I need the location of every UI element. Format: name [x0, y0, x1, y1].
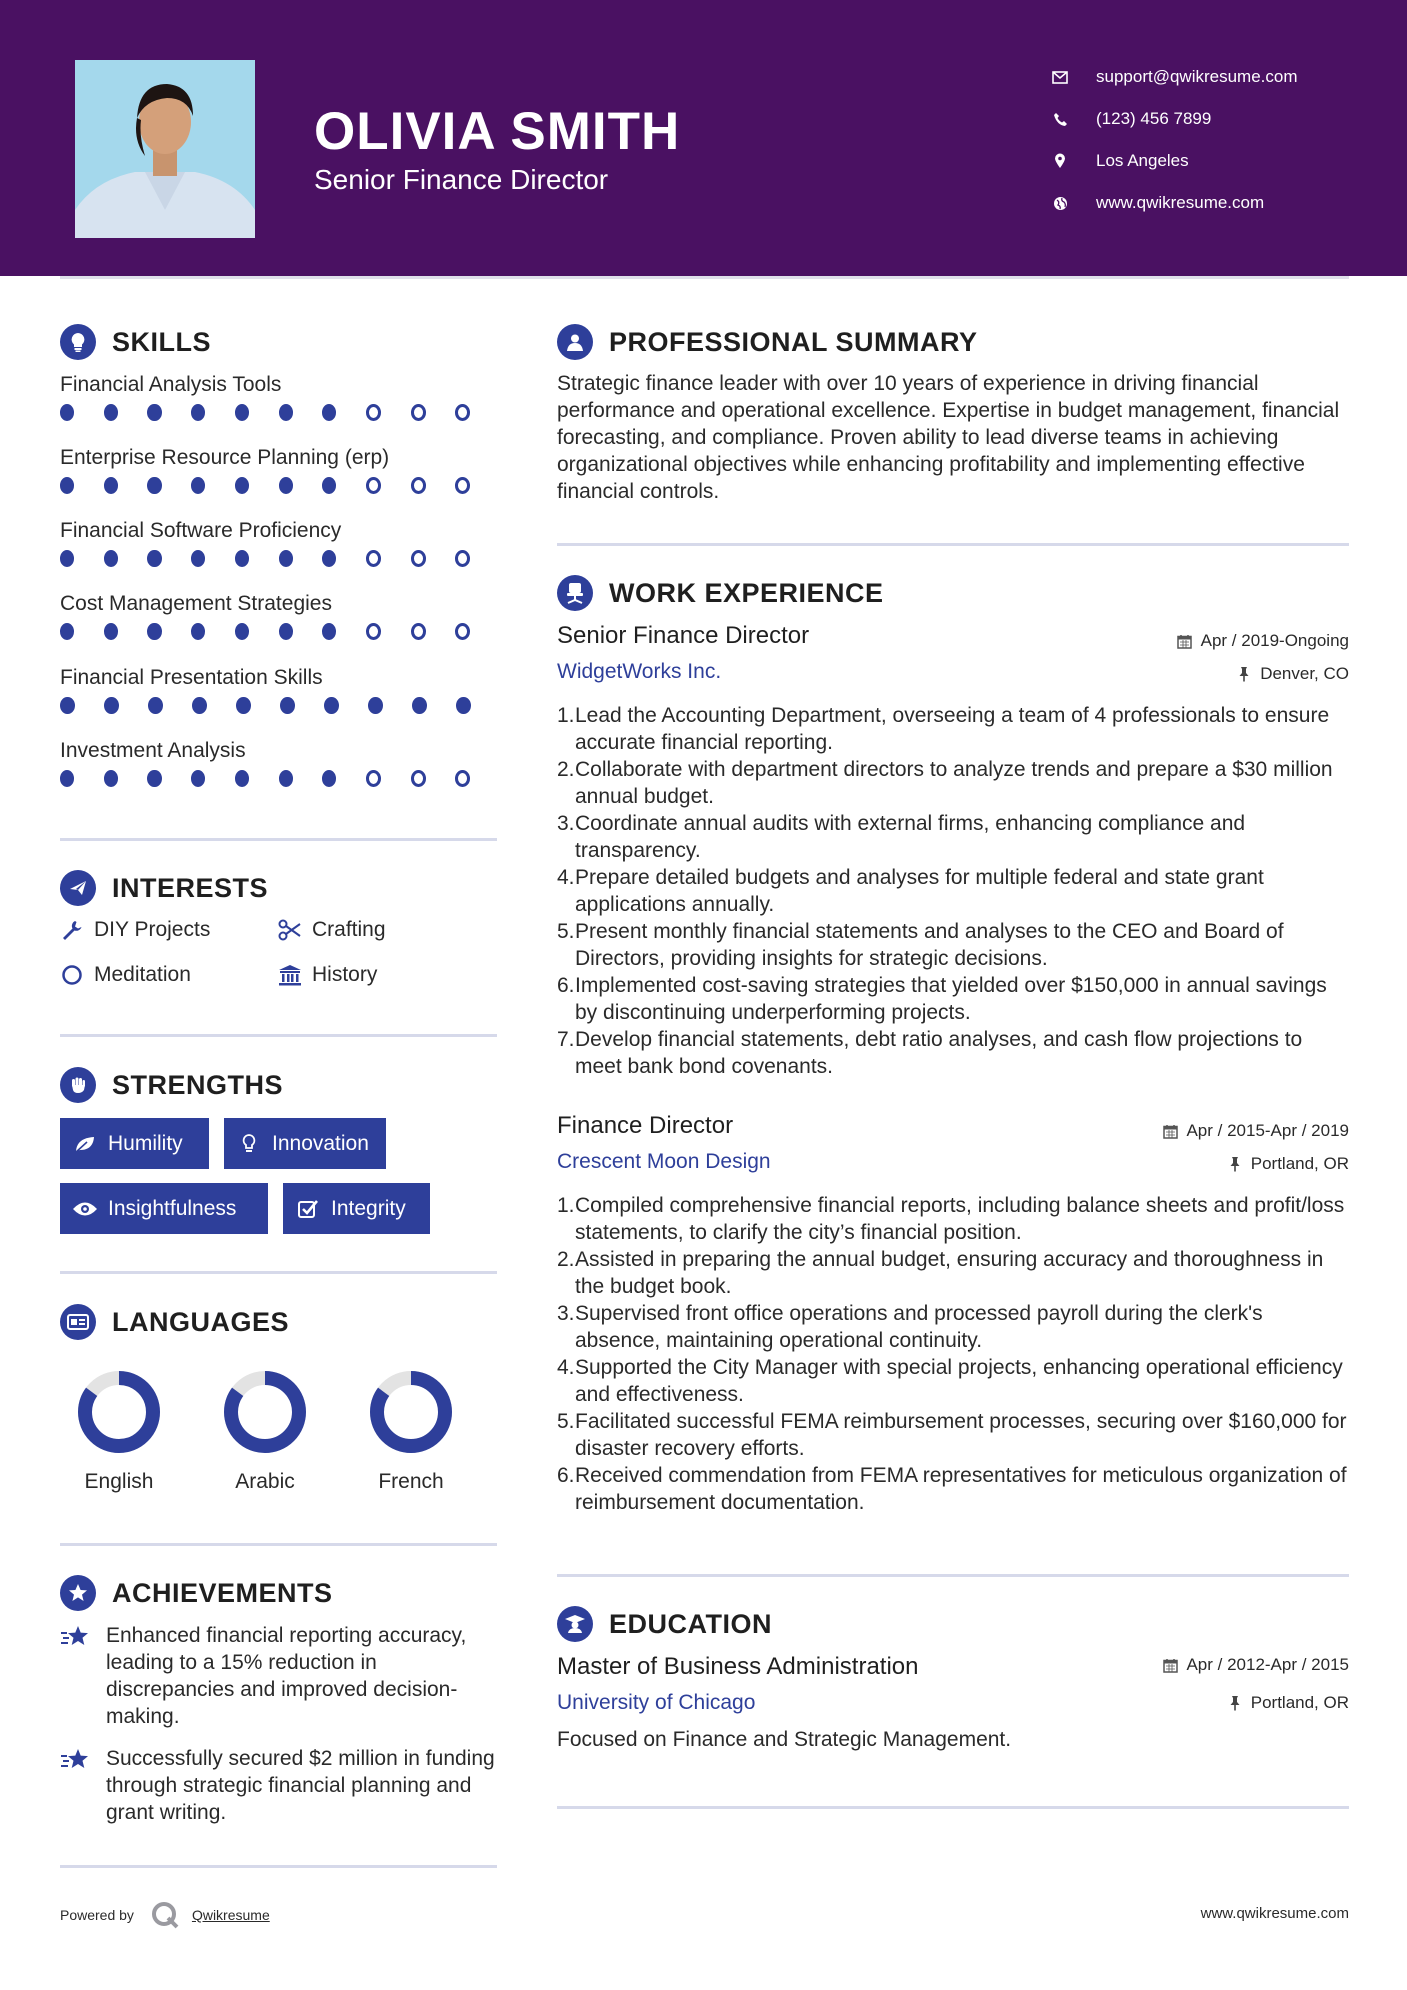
section-divider: [60, 838, 497, 841]
rating-dot-empty: [455, 550, 470, 567]
bullet-text: Received commendation from FEMA representatives for meticulous organization of reimbursement documentation.: [575, 1464, 1347, 1514]
section-divider: [60, 1271, 497, 1274]
achievements-heading: [60, 1575, 333, 1611]
languages-title: LANGUAGES: [112, 1306, 290, 1337]
rating-dot-filled: [191, 477, 205, 494]
rating-dot-empty: [455, 477, 470, 494]
scissors-icon: [278, 918, 302, 942]
bullet-number: 1.: [557, 1194, 575, 1217]
skill-rating: [60, 623, 500, 640]
rating-dot-filled: [279, 550, 293, 567]
job-title: Finance Director: [557, 1112, 734, 1139]
bullet-text: Develop financial statements, debt ratio analyses, and cash flow projections to meet bank bond covenants.: [575, 1028, 1303, 1078]
bullet-text: Prepare detailed budgets and analyses for multiple federal and state grant applications annually.: [575, 866, 1264, 916]
rating-dot-filled: [324, 697, 339, 714]
interest-label: Meditation: [94, 963, 191, 986]
degree-title: Master of Business Administration: [557, 1653, 919, 1680]
contact-phone-text: (123) 456 7899: [1096, 109, 1212, 128]
language-item: [190, 1367, 340, 1494]
rating-dot-empty: [411, 550, 426, 567]
job-bullet: [557, 810, 1347, 864]
calendar-icon: [1177, 633, 1193, 649]
rating-dot-filled: [191, 623, 205, 640]
achievement-item: [60, 1745, 500, 1826]
job-bullet-list: [557, 1192, 1347, 1516]
job-dates-text: Apr / 2015-Apr / 2019: [1186, 1121, 1349, 1140]
job-bullet: [557, 918, 1347, 972]
rating-dot-empty: [455, 623, 470, 640]
interest-label: DIY Projects: [94, 918, 211, 941]
achievement-text: Enhanced financial reporting accuracy, leading to a 15% reduction in discrepancies and improved decision-making.: [106, 1624, 467, 1728]
pushpin-icon: [1236, 666, 1252, 682]
rating-dot-filled: [104, 697, 119, 714]
rating-dot-filled: [322, 477, 336, 494]
bullet-text: Lead the Accounting Department, overseeing a team of 4 professionals to ensure accurate financial reporting.: [575, 704, 1330, 754]
bullet-text: Compiled comprehensive financial reports, including balance sheets and profit/loss statements, to clarify the city’s financial position.: [575, 1194, 1345, 1244]
company-name: Crescent Moon Design: [557, 1150, 771, 1173]
experience-title: WORK EXPERIENCE: [609, 577, 884, 608]
rating-dot-filled: [191, 404, 205, 421]
interest-label: Crafting: [312, 918, 386, 941]
brand-link[interactable]: Qwikresume: [191, 1907, 270, 1923]
interest-item: [278, 963, 377, 987]
strength-badge: [60, 1183, 268, 1234]
education-location: [1227, 1693, 1349, 1713]
star-icon: [60, 1622, 90, 1654]
rating-dot-filled: [322, 770, 336, 787]
strength-label: Innovation: [272, 1131, 369, 1155]
bullet-number: 7.: [557, 1028, 575, 1051]
skill-rating: [60, 697, 500, 714]
rating-dot-filled: [279, 404, 293, 421]
rating-dot-filled: [279, 477, 293, 494]
footer-website[interactable]: www.qwikresume.com: [1200, 1905, 1349, 1922]
job-bullet: [557, 1300, 1347, 1354]
summary-heading: [557, 324, 978, 360]
job-bullet: [557, 864, 1347, 918]
language-label: French: [378, 1470, 444, 1493]
rating-dot-empty: [411, 770, 426, 787]
language-item: [336, 1367, 486, 1494]
rating-dot-filled: [368, 697, 383, 714]
bullet-text: Present monthly financial statements and analyses to the CEO and Board of Directors, providing insights for strategic decisions.: [575, 920, 1284, 970]
skills-heading: [60, 324, 211, 360]
calendar-icon: [1162, 1123, 1178, 1139]
skill-name: Enterprise Resource Planning (erp): [60, 446, 390, 469]
language-donut: [366, 1367, 456, 1457]
skill-name: Cost Management Strategies: [60, 592, 332, 615]
section-divider: [557, 543, 1349, 546]
rating-dot-filled: [104, 477, 118, 494]
contact-phone[interactable]: [1050, 98, 1298, 140]
job-dates-text: Apr / 2019-Ongoing: [1200, 631, 1349, 650]
job-bullet: [557, 1026, 1347, 1080]
school-name: University of Chicago: [557, 1691, 756, 1714]
section-divider: [557, 1806, 1349, 1809]
strength-badge: [60, 1118, 209, 1169]
section-divider: [557, 1574, 1349, 1577]
languages-heading: [60, 1304, 289, 1340]
skill-rating: [60, 404, 500, 421]
section-divider: [60, 1034, 497, 1037]
education-title: EDUCATION: [609, 1608, 772, 1639]
rating-dot-filled: [191, 770, 205, 787]
job-bullet: [557, 756, 1347, 810]
interest-label: History: [312, 963, 378, 986]
rating-dot-filled: [322, 623, 336, 640]
job-title: Senior Finance Director: [557, 622, 810, 649]
rating-dot-filled: [60, 697, 75, 714]
contact-list: [1050, 56, 1298, 224]
strength-label: Humility: [108, 1131, 183, 1155]
skill-item: [60, 370, 500, 421]
rating-dot-filled: [147, 550, 161, 567]
language-donut: [74, 1367, 164, 1457]
language-donut: [220, 1367, 310, 1457]
bullet-text: Assisted in preparing the annual budget, ensuring accuracy and thoroughness in the budget book.: [575, 1248, 1324, 1298]
section-divider: [60, 1865, 497, 1868]
skill-item: [60, 589, 500, 640]
skill-rating: [60, 550, 500, 567]
bullet-text: Supported the City Manager with special projects, enhancing operational efficiency and effectiveness.: [575, 1356, 1343, 1406]
map-pin-icon: [1050, 151, 1070, 171]
experience-heading: [557, 575, 884, 611]
lightbulb-icon: [236, 1132, 262, 1156]
graduate-icon: [557, 1606, 593, 1642]
strengths-title: STRENGTHS: [112, 1069, 284, 1100]
rating-dot-filled: [192, 697, 207, 714]
interest-item: [278, 918, 386, 942]
strength-badge: [283, 1183, 430, 1234]
profile-photo: [75, 60, 255, 238]
rating-dot-empty: [455, 404, 470, 421]
star-icon: [60, 1745, 90, 1777]
rating-dot-filled: [235, 770, 249, 787]
job-location: [1236, 664, 1349, 684]
bullet-text: Implemented cost-saving strategies that yielded over $150,000 in annual savings by discontinuing underperforming projects.: [575, 974, 1327, 1024]
job-bullet: [557, 1462, 1347, 1516]
achievement-item: [60, 1622, 500, 1730]
skills-title: SKILLS: [112, 326, 212, 357]
rating-dot-empty: [366, 404, 381, 421]
calendar-icon: [1162, 1657, 1178, 1673]
rating-dot-empty: [366, 770, 381, 787]
bullet-number: 6.: [557, 1464, 575, 1487]
contact-website[interactable]: [1050, 182, 1298, 224]
rating-dot-filled: [235, 550, 249, 567]
skill-name: Financial Presentation Skills: [60, 666, 323, 689]
education-dates-text: Apr / 2012-Apr / 2015: [1186, 1655, 1349, 1674]
rating-dot-filled: [104, 550, 118, 567]
strength-label: Integrity: [331, 1196, 406, 1220]
job-dates: [1177, 631, 1349, 651]
rating-dot-filled: [236, 697, 251, 714]
lightbulb-icon: [60, 324, 96, 360]
rating-dot-filled: [147, 770, 161, 787]
rating-dot-empty: [411, 404, 426, 421]
resume-header: [0, 0, 1407, 276]
skill-name: Financial Analysis Tools: [60, 373, 282, 396]
rating-dot-empty: [455, 770, 470, 787]
job-bullet: [557, 1408, 1347, 1462]
museum-icon: [278, 963, 302, 987]
skill-name: Investment Analysis: [60, 739, 246, 762]
bullet-number: 5.: [557, 920, 575, 943]
contact-location: [1050, 140, 1298, 182]
job-location-text: Portland, OR: [1250, 1154, 1349, 1173]
skill-name: Financial Software Proficiency: [60, 519, 342, 542]
job-location: [1227, 1154, 1349, 1174]
education-description: Focused on Finance and Strategic Management.: [557, 1728, 1012, 1751]
job-bullet: [557, 972, 1347, 1026]
rating-dot-filled: [322, 550, 336, 567]
language-label: Arabic: [235, 1470, 295, 1493]
user-icon: [557, 324, 593, 360]
envelope-icon: [1050, 67, 1070, 87]
bullet-text: Coordinate annual audits with external firms, enhancing compliance and transparency.: [575, 812, 1246, 862]
interest-item: [60, 963, 191, 987]
rating-dot-filled: [280, 697, 295, 714]
rating-dot-filled: [235, 623, 249, 640]
education-heading: [557, 1606, 772, 1642]
rating-dot-empty: [366, 477, 381, 494]
rating-dot-filled: [456, 697, 471, 714]
bullet-text: Collaborate with department directors to analyze trends and prepare a $30 million annual budget.: [575, 758, 1333, 808]
rating-dot-filled: [104, 404, 118, 421]
bullet-number: 2.: [557, 758, 575, 781]
phone-icon: [1050, 109, 1070, 129]
rating-dot-filled: [147, 623, 161, 640]
section-divider: [60, 1543, 497, 1546]
interests-title: INTERESTS: [112, 872, 269, 903]
strength-badge: [224, 1118, 386, 1169]
rating-dot-empty: [411, 623, 426, 640]
skill-item: [60, 443, 500, 494]
skill-item: [60, 663, 500, 714]
bullet-number: 3.: [557, 1302, 575, 1325]
strength-label: Insightfulness: [108, 1196, 237, 1220]
summary-text: Strategic finance leader with over 10 years of experience in driving financial performance and operational excellence. Expertise in budget management, financial forecasting, and compliance. Proven ability to lead diverse teams in achieving organizational objectives while enhancing profitability and implementing effective financial controls.: [557, 372, 1340, 503]
contact-website-text: www.qwikresume.com: [1096, 193, 1265, 212]
circle-icon: [60, 963, 84, 987]
contact-location-text: Los Angeles: [1096, 151, 1189, 170]
paper-plane-icon: [60, 870, 96, 906]
rating-dot-filled: [60, 477, 74, 494]
rating-dot-filled: [147, 404, 161, 421]
bullet-number: 4.: [557, 866, 575, 889]
job-bullet: [557, 1354, 1347, 1408]
contact-email[interactable]: [1050, 56, 1298, 98]
bullet-number: 1.: [557, 704, 575, 727]
rating-dot-filled: [60, 623, 74, 640]
wrench-icon: [60, 918, 84, 942]
job-bullet: [557, 702, 1347, 756]
candidate-name: OLIVIA SMITH: [314, 102, 681, 161]
achievement-text: Successfully secured $2 million in funding through strategic financial planning and grant writing.: [106, 1747, 495, 1824]
education-dates: [1162, 1655, 1349, 1675]
language-label: English: [84, 1470, 154, 1493]
bullet-number: 5.: [557, 1410, 575, 1433]
bullet-text: Supervised front office operations and processed payroll during the clerk's absence, maintaining operational continuity.: [575, 1302, 1263, 1352]
rating-dot-filled: [279, 623, 293, 640]
star-badge-icon: [60, 1575, 96, 1611]
contact-email-text: support@qwikresume.com: [1096, 67, 1298, 86]
company-name: WidgetWorks Inc.: [557, 660, 722, 683]
qwikresume-logo-icon: [150, 1900, 180, 1930]
summary-title: PROFESSIONAL SUMMARY: [609, 326, 978, 357]
rating-dot-empty: [366, 550, 381, 567]
bullet-number: 4.: [557, 1356, 575, 1379]
candidate-title: Senior Finance Director: [314, 164, 609, 195]
job-location-text: Denver, CO: [1260, 664, 1349, 683]
rating-dot-filled: [104, 770, 118, 787]
rating-dot-filled: [191, 550, 205, 567]
bullet-text: Facilitated successful FEMA reimbursement processes, securing over $160,000 for disaster recovery efforts.: [575, 1410, 1347, 1460]
skill-item: [60, 736, 500, 787]
header-divider: [60, 276, 1349, 279]
bullet-number: 3.: [557, 812, 575, 835]
pushpin-icon: [1227, 1695, 1243, 1711]
office-chair-icon: [557, 575, 593, 611]
leaf-icon: [72, 1132, 98, 1156]
rating-dot-filled: [60, 550, 74, 567]
bullet-number: 6.: [557, 974, 575, 997]
rating-dot-filled: [279, 770, 293, 787]
language-card-icon: [60, 1304, 96, 1340]
rating-dot-filled: [60, 404, 74, 421]
pushpin-icon: [1227, 1156, 1243, 1172]
language-item: [44, 1367, 194, 1494]
job-dates: [1162, 1121, 1349, 1141]
rating-dot-filled: [235, 477, 249, 494]
interests-heading: [60, 870, 268, 906]
strengths-heading: [60, 1067, 283, 1103]
fist-icon: [60, 1067, 96, 1103]
rating-dot-filled: [60, 770, 74, 787]
globe-icon: [1050, 193, 1070, 213]
eye-icon: [72, 1197, 98, 1221]
education-location-text: Portland, OR: [1250, 1693, 1349, 1712]
interest-item: [60, 918, 210, 942]
skill-rating: [60, 477, 500, 494]
check-square-icon: [295, 1197, 321, 1221]
powered-by-text: Powered by: [60, 1907, 134, 1923]
rating-dot-filled: [412, 697, 427, 714]
rating-dot-filled: [148, 697, 163, 714]
skill-rating: [60, 770, 500, 787]
rating-dot-filled: [235, 404, 249, 421]
achievements-title: ACHIEVEMENTS: [112, 1577, 333, 1608]
rating-dot-empty: [366, 623, 381, 640]
job-bullet-list: [557, 702, 1347, 1080]
bullet-number: 2.: [557, 1248, 575, 1271]
job-bullet: [557, 1246, 1347, 1300]
rating-dot-empty: [411, 477, 426, 494]
rating-dot-filled: [104, 623, 118, 640]
job-bullet: [557, 1192, 1347, 1246]
footer-powered-by: [60, 1900, 270, 1930]
skill-item: [60, 516, 500, 567]
rating-dot-filled: [322, 404, 336, 421]
rating-dot-filled: [147, 477, 161, 494]
